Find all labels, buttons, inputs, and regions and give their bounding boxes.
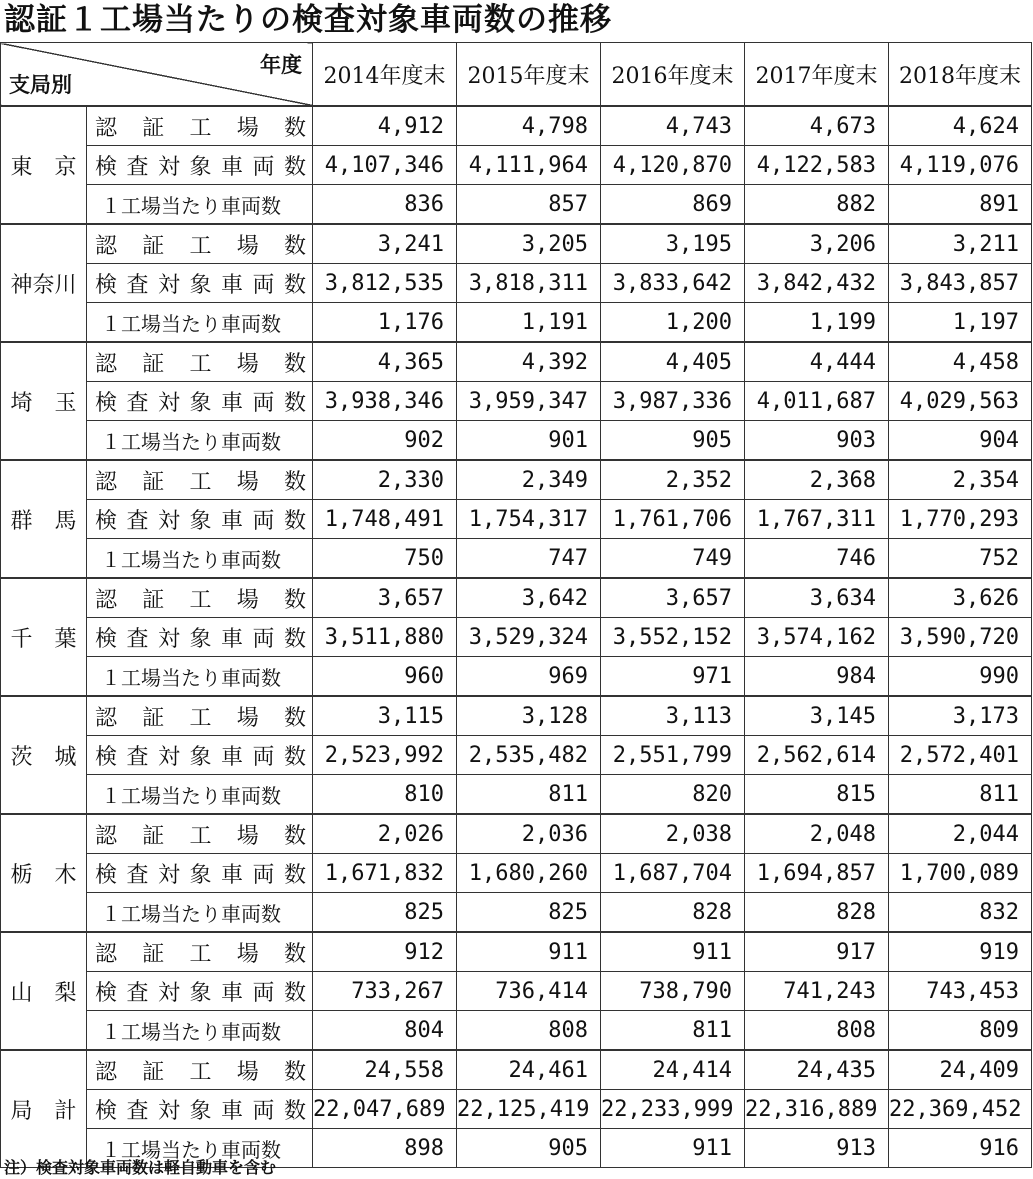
- table-body: [1, 106, 1032, 1168]
- value-cell: 836: [313, 185, 457, 225]
- value-cell: 4,624: [889, 106, 1032, 146]
- value-cell: 738,790: [601, 972, 745, 1011]
- value-cell: 746: [745, 539, 889, 579]
- value-cell: 913: [745, 1129, 889, 1168]
- value-cell: 984: [745, 657, 889, 697]
- table-row: [1, 1050, 1032, 1090]
- table-title: 認証１工場当たりの検査対象車両数の推移: [4, 2, 612, 38]
- year-column-header: 2014年度末: [313, 43, 457, 107]
- value-cell: 828: [745, 893, 889, 933]
- year-column-header: 2016年度末: [601, 43, 745, 107]
- value-cell: 1,754,317: [457, 500, 601, 539]
- value-cell: 1,671,832: [313, 854, 457, 893]
- value-cell: 4,029,563: [889, 382, 1032, 421]
- value-cell: 825: [457, 893, 601, 933]
- branch-header-label: 支局別: [9, 73, 72, 97]
- branch-name: 埼 玉: [1, 342, 87, 460]
- value-cell: 3,843,857: [889, 264, 1032, 303]
- year-column-header: 2017年度末: [745, 43, 889, 107]
- value-cell: 741,243: [745, 972, 889, 1011]
- value-cell: 4,107,346: [313, 146, 457, 185]
- value-cell: 857: [457, 185, 601, 225]
- value-cell: 4,365: [313, 342, 457, 382]
- value-cell: 1,694,857: [745, 854, 889, 893]
- value-cell: 4,458: [889, 342, 1032, 382]
- table-row: [1, 185, 1032, 225]
- value-cell: 3,115: [313, 696, 457, 736]
- row-label: 検査対象車両数: [87, 736, 313, 775]
- value-cell: 916: [889, 1129, 1032, 1168]
- table-row: [1, 382, 1032, 421]
- value-cell: 3,833,642: [601, 264, 745, 303]
- value-cell: 2,048: [745, 814, 889, 854]
- value-cell: 4,743: [601, 106, 745, 146]
- value-cell: 1,199: [745, 303, 889, 343]
- table-row: [1, 775, 1032, 815]
- value-cell: 905: [601, 421, 745, 461]
- value-cell: 24,409: [889, 1050, 1032, 1090]
- value-cell: 2,354: [889, 460, 1032, 500]
- value-cell: 832: [889, 893, 1032, 933]
- table-row: [1, 657, 1032, 697]
- value-cell: 2,036: [457, 814, 601, 854]
- value-cell: 3,938,346: [313, 382, 457, 421]
- row-label: 検査対象車両数: [87, 854, 313, 893]
- row-label: １工場当たり車両数: [87, 1011, 313, 1051]
- row-label: １工場当たり車両数: [87, 657, 313, 697]
- value-cell: 882: [745, 185, 889, 225]
- table-row: [1, 224, 1032, 264]
- value-cell: 2,330: [313, 460, 457, 500]
- value-cell: 3,145: [745, 696, 889, 736]
- value-cell: 811: [889, 775, 1032, 815]
- table-row: [1, 539, 1032, 579]
- value-cell: 3,552,152: [601, 618, 745, 657]
- value-cell: 24,461: [457, 1050, 601, 1090]
- value-cell: 747: [457, 539, 601, 579]
- value-cell: 22,047,689: [313, 1090, 457, 1129]
- value-cell: 3,812,535: [313, 264, 457, 303]
- value-cell: 4,673: [745, 106, 889, 146]
- header-row: [1, 43, 1032, 107]
- value-cell: 905: [457, 1129, 601, 1168]
- value-cell: 3,173: [889, 696, 1032, 736]
- year-column-header: 2018年度末: [889, 43, 1032, 107]
- value-cell: 1,770,293: [889, 500, 1032, 539]
- table-row: [1, 146, 1032, 185]
- value-cell: 901: [457, 421, 601, 461]
- value-cell: 869: [601, 185, 745, 225]
- value-cell: 736,414: [457, 972, 601, 1011]
- value-cell: 3,206: [745, 224, 889, 264]
- table-row: [1, 303, 1032, 343]
- row-label: 認証工場数: [87, 578, 313, 618]
- value-cell: 1,680,260: [457, 854, 601, 893]
- value-cell: 4,912: [313, 106, 457, 146]
- value-cell: 733,267: [313, 972, 457, 1011]
- value-cell: 2,523,992: [313, 736, 457, 775]
- value-cell: 24,435: [745, 1050, 889, 1090]
- value-cell: 3,842,432: [745, 264, 889, 303]
- row-label: 認証工場数: [87, 342, 313, 382]
- value-cell: 752: [889, 539, 1032, 579]
- row-label: 検査対象車両数: [87, 264, 313, 303]
- value-cell: 22,316,889: [745, 1090, 889, 1129]
- value-cell: 4,798: [457, 106, 601, 146]
- value-cell: 3,959,347: [457, 382, 601, 421]
- value-cell: 1,687,704: [601, 854, 745, 893]
- branch-name: 神奈川: [1, 224, 87, 342]
- value-cell: 22,233,999: [601, 1090, 745, 1129]
- row-label: １工場当たり車両数: [87, 893, 313, 933]
- value-cell: 811: [457, 775, 601, 815]
- value-cell: 2,572,401: [889, 736, 1032, 775]
- value-cell: 3,211: [889, 224, 1032, 264]
- value-cell: 3,128: [457, 696, 601, 736]
- row-label: １工場当たり車両数: [87, 185, 313, 225]
- value-cell: 828: [601, 893, 745, 933]
- value-cell: 4,392: [457, 342, 601, 382]
- row-label: １工場当たり車両数: [87, 421, 313, 461]
- value-cell: 4,405: [601, 342, 745, 382]
- value-cell: 904: [889, 421, 1032, 461]
- table-row: [1, 932, 1032, 972]
- branch-name: 茨 城: [1, 696, 87, 814]
- row-label: 認証工場数: [87, 696, 313, 736]
- row-label: １工場当たり車両数: [87, 539, 313, 579]
- value-cell: 820: [601, 775, 745, 815]
- value-cell: 3,634: [745, 578, 889, 618]
- row-label: 検査対象車両数: [87, 972, 313, 1011]
- value-cell: 3,626: [889, 578, 1032, 618]
- value-cell: 2,352: [601, 460, 745, 500]
- value-cell: 4,119,076: [889, 146, 1032, 185]
- data-table: [0, 42, 1032, 1168]
- value-cell: 3,241: [313, 224, 457, 264]
- value-cell: 4,011,687: [745, 382, 889, 421]
- table-row: [1, 578, 1032, 618]
- row-label: 認証工場数: [87, 932, 313, 972]
- value-cell: 1,191: [457, 303, 601, 343]
- value-cell: 898: [313, 1129, 457, 1168]
- value-cell: 22,125,419: [457, 1090, 601, 1129]
- row-label: １工場当たり車両数: [87, 1129, 313, 1168]
- value-cell: 891: [889, 185, 1032, 225]
- value-cell: 1,767,311: [745, 500, 889, 539]
- value-cell: 1,176: [313, 303, 457, 343]
- table-row: [1, 893, 1032, 933]
- value-cell: 4,111,964: [457, 146, 601, 185]
- value-cell: 3,818,311: [457, 264, 601, 303]
- value-cell: 3,987,336: [601, 382, 745, 421]
- value-cell: 971: [601, 657, 745, 697]
- value-cell: 917: [745, 932, 889, 972]
- row-label: 認証工場数: [87, 814, 313, 854]
- branch-name: 山 梨: [1, 932, 87, 1050]
- table-row: [1, 814, 1032, 854]
- value-cell: 24,414: [601, 1050, 745, 1090]
- row-label: １工場当たり車両数: [87, 303, 313, 343]
- value-cell: 2,349: [457, 460, 601, 500]
- branch-name: 千 葉: [1, 578, 87, 696]
- value-cell: 912: [313, 932, 457, 972]
- branch-name: 栃 木: [1, 814, 87, 932]
- value-cell: 825: [313, 893, 457, 933]
- value-cell: 24,558: [313, 1050, 457, 1090]
- branch-name: 群 馬: [1, 460, 87, 578]
- value-cell: 990: [889, 657, 1032, 697]
- value-cell: 2,044: [889, 814, 1032, 854]
- row-label: 検査対象車両数: [87, 618, 313, 657]
- value-cell: 3,642: [457, 578, 601, 618]
- row-label: 検査対象車両数: [87, 1090, 313, 1129]
- value-cell: 903: [745, 421, 889, 461]
- footnote: 注）検査対象車両数は軽自動車を含む: [4, 1158, 277, 1177]
- row-label: 検査対象車両数: [87, 382, 313, 421]
- table-row: [1, 972, 1032, 1011]
- row-label: 認証工場数: [87, 460, 313, 500]
- value-cell: 960: [313, 657, 457, 697]
- branch-name: 局 計: [1, 1050, 87, 1168]
- value-cell: 22,369,452: [889, 1090, 1032, 1129]
- table-row: [1, 1011, 1032, 1051]
- table-row: [1, 500, 1032, 539]
- corner-cell: [1, 43, 313, 107]
- value-cell: 2,535,482: [457, 736, 601, 775]
- value-cell: 4,120,870: [601, 146, 745, 185]
- value-cell: 3,511,880: [313, 618, 457, 657]
- value-cell: 809: [889, 1011, 1032, 1051]
- year-column-header: 2015年度末: [457, 43, 601, 107]
- value-cell: 815: [745, 775, 889, 815]
- row-label: １工場当たり車両数: [87, 775, 313, 815]
- value-cell: 3,205: [457, 224, 601, 264]
- value-cell: 3,657: [313, 578, 457, 618]
- row-label: 検査対象車両数: [87, 500, 313, 539]
- value-cell: 911: [601, 932, 745, 972]
- table-row: [1, 696, 1032, 736]
- value-cell: 3,529,324: [457, 618, 601, 657]
- row-label: 認証工場数: [87, 224, 313, 264]
- value-cell: 3,113: [601, 696, 745, 736]
- value-cell: 1,197: [889, 303, 1032, 343]
- year-header-label: 年度: [260, 53, 302, 77]
- value-cell: 3,590,720: [889, 618, 1032, 657]
- row-label: 認証工場数: [87, 1050, 313, 1090]
- value-cell: 1,700,089: [889, 854, 1032, 893]
- value-cell: 2,551,799: [601, 736, 745, 775]
- value-cell: 2,038: [601, 814, 745, 854]
- value-cell: 1,761,706: [601, 500, 745, 539]
- value-cell: 2,026: [313, 814, 457, 854]
- value-cell: 810: [313, 775, 457, 815]
- value-cell: 3,195: [601, 224, 745, 264]
- value-cell: 902: [313, 421, 457, 461]
- value-cell: 4,122,583: [745, 146, 889, 185]
- value-cell: 969: [457, 657, 601, 697]
- value-cell: 3,657: [601, 578, 745, 618]
- value-cell: 911: [601, 1129, 745, 1168]
- value-cell: 2,368: [745, 460, 889, 500]
- table-row: [1, 460, 1032, 500]
- value-cell: 749: [601, 539, 745, 579]
- table-row: [1, 106, 1032, 146]
- table-row: [1, 854, 1032, 893]
- value-cell: 1,200: [601, 303, 745, 343]
- value-cell: 811: [601, 1011, 745, 1051]
- table-row: [1, 1090, 1032, 1129]
- value-cell: 808: [745, 1011, 889, 1051]
- value-cell: 808: [457, 1011, 601, 1051]
- value-cell: 743,453: [889, 972, 1032, 1011]
- table-row: [1, 421, 1032, 461]
- value-cell: 804: [313, 1011, 457, 1051]
- value-cell: 4,444: [745, 342, 889, 382]
- table-row: [1, 342, 1032, 382]
- table-row: [1, 618, 1032, 657]
- value-cell: 911: [457, 932, 601, 972]
- table-row: [1, 736, 1032, 775]
- value-cell: 1,748,491: [313, 500, 457, 539]
- value-cell: 750: [313, 539, 457, 579]
- value-cell: 919: [889, 932, 1032, 972]
- row-label: 認証工場数: [87, 106, 313, 146]
- row-label: 検査対象車両数: [87, 146, 313, 185]
- value-cell: 2,562,614: [745, 736, 889, 775]
- value-cell: 3,574,162: [745, 618, 889, 657]
- branch-name: 東 京: [1, 106, 87, 224]
- table-row: [1, 264, 1032, 303]
